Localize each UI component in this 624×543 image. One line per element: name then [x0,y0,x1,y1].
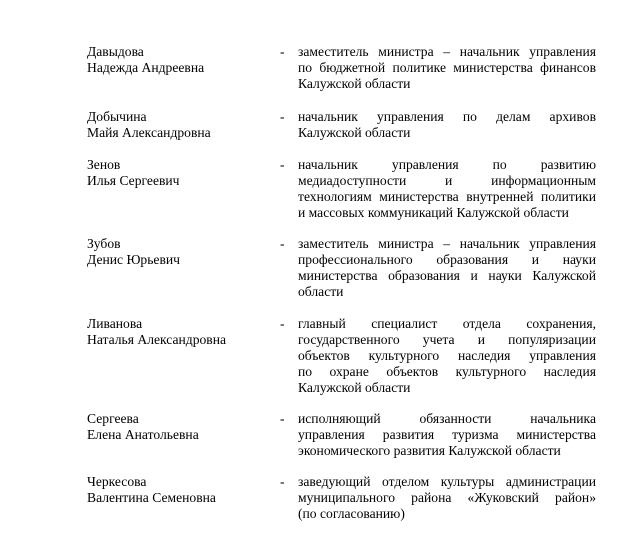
person-name [87,109,277,141]
description-line: управления развития туризма министерства [298,427,596,442]
description-line: начальник управления по делам архивов [298,109,596,124]
given-names: Валентина Семеновна [87,490,216,505]
given-names: Надежда Андреевна [87,60,205,75]
separator-dash: - [280,316,285,331]
description-line: муниципального района «Жуковский район» [298,490,596,505]
position-description [298,109,596,141]
person-name [87,474,277,506]
surname: Добычина [87,109,147,124]
position-description [298,236,596,300]
description-line: объектов культурного наследия управления [298,348,596,363]
person-name [87,236,277,268]
description-line: исполняющий обязанности начальника [298,411,596,426]
surname: Сергеева [87,411,139,426]
description-line: технологиям министерства внутренней политики [298,189,596,204]
given-names: Илья Сергеевич [87,173,180,188]
description-line: начальник управления по развитию [298,157,596,172]
description-line: Калужской области [298,125,411,140]
person-name [87,157,277,189]
description-line: экономического развития Калужской области [298,443,561,458]
separator-dash: - [280,157,285,172]
surname: Зенов [87,157,121,172]
description-line: профессионального образования и науки [298,252,596,267]
separator-dash: - [280,236,285,251]
description-line: медиадоступности и информационным [298,173,596,188]
given-names: Майя Александровна [87,125,211,140]
given-names: Денис Юрьевич [87,252,180,267]
description-line: (по согласованию) [298,506,405,521]
surname: Зубов [87,236,121,251]
description-line: Калужской области [298,76,411,91]
person-name [87,316,277,348]
description-line: и массовых коммуникаций Калужской области [298,205,569,220]
separator-dash: - [280,474,285,489]
description-line: области [298,284,344,299]
separator-dash: - [280,411,285,426]
given-names: Наталья Александровна [87,332,227,347]
description-line: заведующий отделом культуры администрации [298,474,596,489]
description-line: заместитель министра – начальник управления [298,44,596,59]
description-line: по бюджетной политике министерства финансов [298,60,596,75]
surname: Ливанова [87,316,143,331]
description-line: заместитель министра – начальник управления [298,236,596,251]
position-description [298,316,596,396]
separator-dash: - [280,44,285,59]
given-names: Елена Анатольевна [87,427,199,442]
description-line: по охране объектов культурного наследия [298,364,596,379]
description-line: министерства образования и науки Калужской [298,268,596,283]
position-description [298,44,596,92]
person-name [87,44,277,76]
person-name [87,411,277,443]
position-description [298,411,596,459]
description-line: Калужской области [298,380,411,395]
description-line: главный специалист отдела сохранения, [298,316,596,331]
position-description [298,474,596,522]
position-description [298,157,596,221]
description-line: государственного учета и популяризации [298,332,596,347]
surname: Черкесова [87,474,147,489]
separator-dash: - [280,109,285,124]
surname: Давыдова [87,44,144,59]
